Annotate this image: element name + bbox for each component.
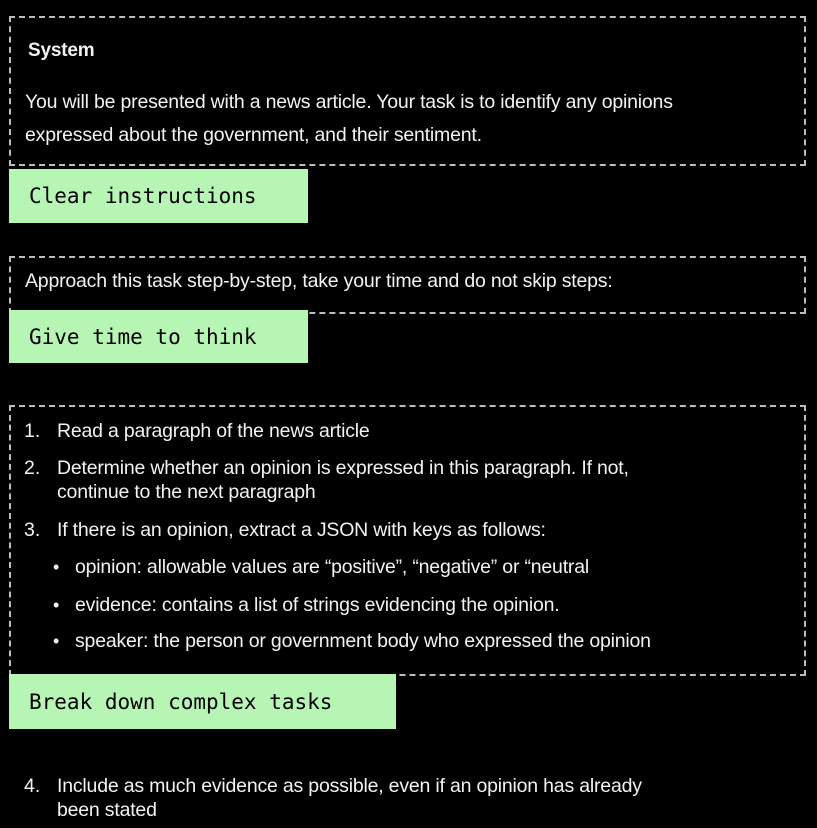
bullet-text: evidence: contains a list of strings evidencing the opinion.: [75, 594, 560, 616]
step-number: 3.: [24, 519, 41, 541]
step-text: been stated: [57, 799, 157, 821]
step-number: 1.: [24, 420, 41, 442]
break-down-complex-tasks-label: Break down complex tasks: [9, 674, 396, 729]
system-text-line-1: You will be presented with a news article. Your task is to identify any opinions: [25, 91, 673, 113]
system-text-line-2: expressed about the government, and their sentiment.: [25, 124, 482, 146]
bullet-text: opinion: allowable values are “positive”, “negative” or “neutral: [75, 556, 589, 578]
step-number: 4.: [24, 775, 41, 797]
approach-text: Approach this task step-by-step, take your time and do not skip steps:: [25, 270, 613, 292]
bullet-dot: •: [53, 557, 60, 577]
step-text: If there is an opinion, extract a JSON with keys as follows:: [57, 519, 546, 541]
step-number: 2.: [24, 457, 41, 479]
step-text: Determine whether an opinion is expressed in this paragraph. If not,: [57, 457, 629, 479]
give-time-to-think-label: Give time to think: [9, 310, 308, 363]
bullet-text: speaker: the person or government body who expressed the opinion: [75, 630, 651, 652]
system-heading: System: [28, 40, 95, 61]
bullet-dot: •: [53, 595, 60, 615]
step-text: Read a paragraph of the news article: [57, 420, 370, 442]
clear-instructions-label: Clear instructions: [9, 169, 308, 223]
bullet-dot: •: [53, 631, 60, 651]
step-text: continue to the next paragraph: [57, 481, 316, 503]
step-text: Include as much evidence as possible, even if an opinion has already: [57, 775, 642, 797]
